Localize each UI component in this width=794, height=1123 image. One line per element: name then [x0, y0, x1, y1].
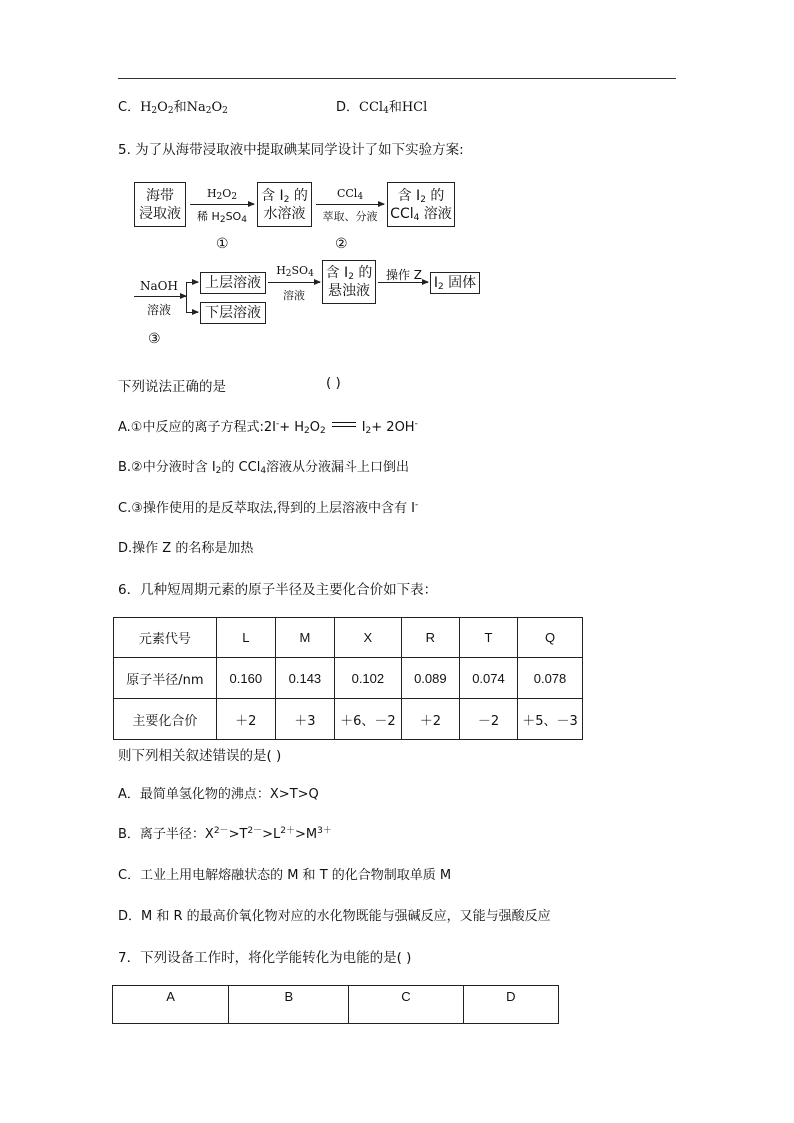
naoh-bottom-label: 溶液: [146, 303, 171, 317]
flow-box-suspension: 含 $I_2$ 的 悬浊液: [322, 260, 376, 304]
arrow2-top-label: CCl$_4$: [336, 187, 364, 202]
option-c-prev: C．$H_2O_2$和$Na_2O_2$: [118, 100, 228, 116]
table-cell: L: [216, 618, 275, 658]
flow-box-upper-layer: 上层溶液: [200, 272, 266, 294]
table-cell: 0.143: [275, 658, 334, 699]
arrow3-bottom-label: 溶液: [283, 289, 305, 302]
table-cell: 0.074: [459, 658, 517, 699]
q5-answer-bracket: ( ): [326, 375, 341, 391]
q5-prompt: 下列说法正确的是: [118, 379, 226, 395]
branch-line: [186, 282, 187, 312]
table-cell: ＋3: [275, 699, 334, 740]
table-cell: B: [229, 986, 349, 1024]
flow-box-aqueous: 含 $I_2$ 的 水溶液: [257, 182, 312, 227]
arrow2-bottom-label: 萃取、分液: [322, 210, 378, 223]
table-cell: ＋2: [216, 699, 275, 740]
arrow-2: [316, 204, 384, 205]
step-1-marker: ①: [216, 236, 229, 252]
table-cell: D: [463, 986, 558, 1024]
table-row-valence: [114, 699, 583, 740]
table-cell: C: [349, 986, 463, 1024]
table-cell: A: [113, 986, 229, 1024]
table-cell: ＋6、－2: [334, 699, 401, 740]
arrow1-top-label: $H_2O_2$: [206, 187, 238, 202]
table-cell: X: [334, 618, 401, 658]
arrow-to-upper: [186, 282, 198, 283]
table-cell: 0.078: [518, 658, 583, 699]
operation-z-label: 操作 Z: [385, 268, 423, 282]
naoh-top-label: NaOH: [140, 279, 178, 293]
arrow-to-lower: [186, 312, 198, 313]
q6-prompt: 则下列相关叙述错误的是( ): [118, 748, 282, 764]
table-cell: 0.160: [216, 658, 275, 699]
arrow3-top-label: $H_2SO_4$: [276, 264, 314, 279]
arrow-3: [268, 282, 320, 283]
q7-options-table: [112, 985, 559, 1024]
table-cell: R: [401, 618, 459, 658]
table-cell: T: [459, 618, 517, 658]
q6-stem: 6．几种短周期元素的原子半径及主要化合价如下表：: [118, 582, 438, 598]
table-cell: Q: [518, 618, 583, 658]
q6-option-d: D．M 和 R 的最高价氧化物对应的水化物既能与强碱反应，又能与强酸反应: [118, 909, 551, 924]
q5-option-d: D.操作 Z 的名称是加热: [118, 541, 254, 556]
table-cell: －2: [459, 699, 517, 740]
table-cell: 0.089: [401, 658, 459, 699]
arrow-1: [190, 204, 254, 205]
flow-box-ccl4-solution: 含 $I_2$ 的 CCl$_4$ 溶液: [387, 182, 455, 227]
q5-option-b: B.②中分液时含 $I_2$的 CCl$_4$溶液从分液漏斗上口倒出: [118, 460, 410, 476]
arrow-4: [378, 282, 428, 283]
q7-stem: 7．下列设备工作时，将化学能转化为电能的是( ): [118, 950, 412, 966]
table-cell: M: [275, 618, 334, 658]
table-row-radius: [114, 658, 583, 699]
option-d-prev: D．CCl$_4$和HCl: [336, 100, 428, 116]
table-cell: 主要化合价: [114, 699, 217, 740]
flow-box-kelp: 海带 浸取液: [134, 182, 186, 227]
flow-box-iodine-solid: $I_2$ 固体: [430, 272, 480, 294]
q6-option-b: B．离子半径：$X^{2-}>T^{2-}>L^{2+}>M^{3+}$: [118, 826, 332, 842]
q5-option-c: C.③操作使用的是反萃取法,得到的上层溶液中含有 I-: [118, 500, 419, 516]
table-row: [113, 986, 559, 1024]
q5-option-a: A.①中反应的离子方程式:2I-+ $H_2O_2$ $I_2+ 2OH^-$: [118, 419, 418, 436]
table-cell: 元素代号: [114, 618, 217, 658]
table-row-header: [114, 618, 583, 658]
step-2-marker: ②: [335, 236, 348, 252]
header-rule: [118, 78, 676, 79]
table-cell: ＋2: [401, 699, 459, 740]
q6-option-c: C．工业上用电解熔融状态的 M 和 T 的化合物制取单质 M: [118, 868, 452, 883]
reaction-double-line: [332, 422, 356, 427]
table-cell: 原子半径/nm: [114, 658, 217, 699]
arrow-naoh: [134, 296, 186, 297]
flow-box-lower-layer: 下层溶液: [200, 302, 266, 324]
q6-option-a: A．最简单氢化物的沸点：X>T>Q: [118, 787, 319, 802]
table-cell: 0.102: [334, 658, 401, 699]
element-data-table: [113, 617, 583, 740]
step-3-marker: ③: [148, 331, 161, 347]
table-cell: ＋5、－3: [518, 699, 583, 740]
q5-stem: 5. 为了从海带浸取液中提取碘某同学设计了如下实验方案:: [118, 142, 464, 158]
arrow1-bottom-label: 稀 $H_2SO_4$: [197, 210, 247, 225]
